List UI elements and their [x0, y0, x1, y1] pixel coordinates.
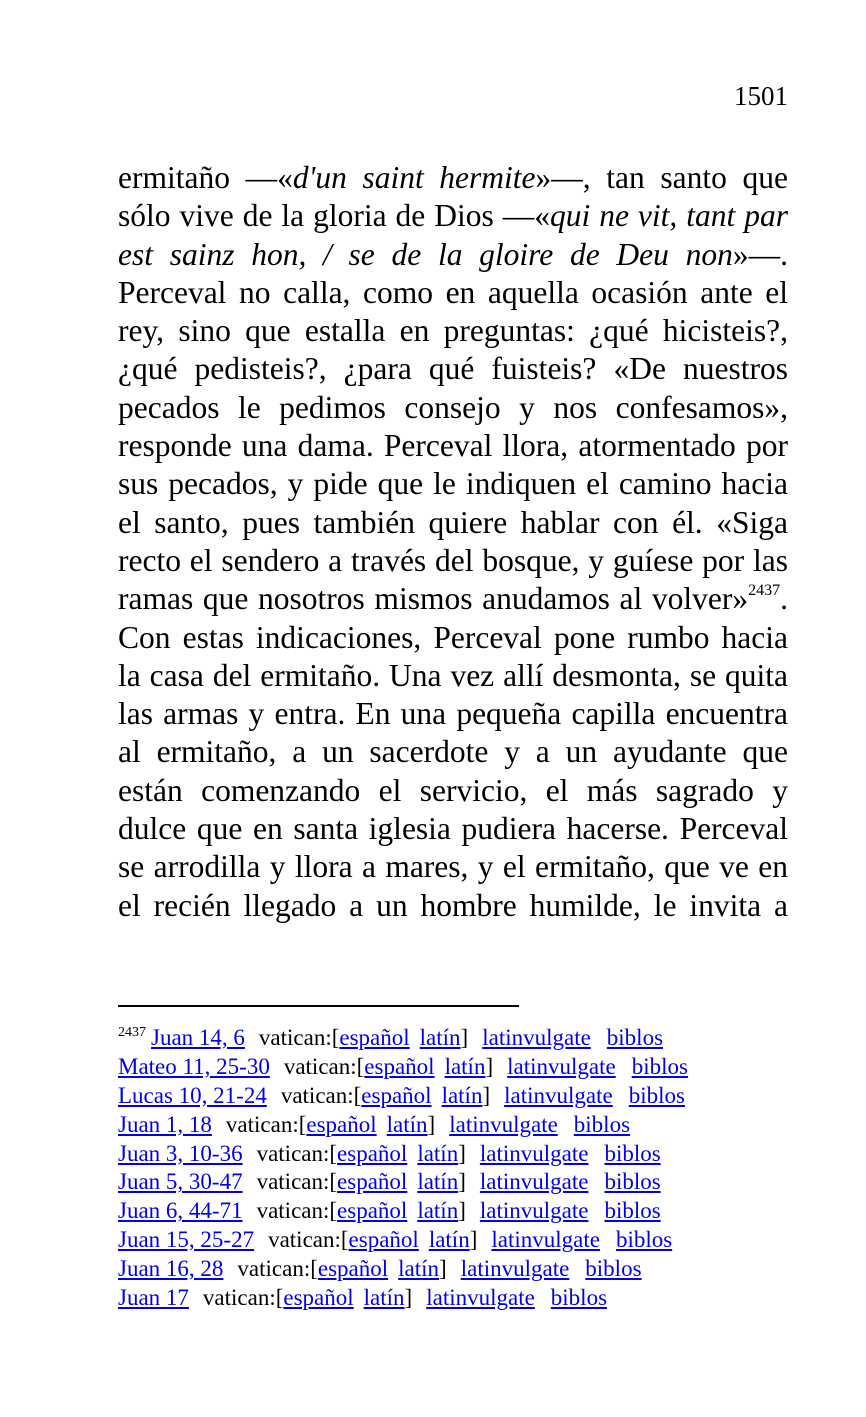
biblos-link[interactable]: biblos [628, 1082, 685, 1108]
latin-link[interactable]: latín [417, 1169, 459, 1195]
latin-link[interactable]: latín [419, 1025, 461, 1050]
vatican-label: vatican:[ [256, 1140, 338, 1166]
scripture-reference-link[interactable]: Juan 15, 25-27 [118, 1227, 255, 1253]
espanol-link[interactable]: español [364, 1053, 435, 1079]
espanol-link[interactable]: español [348, 1227, 419, 1253]
body-paragraph [118, 159, 788, 925]
footnote-line [118, 1197, 808, 1226]
vatican-label: vatican:[ [225, 1111, 307, 1137]
vatican-label: vatican:[ [268, 1227, 349, 1253]
biblos-link[interactable]: biblos [550, 1285, 608, 1311]
latin-link[interactable]: latín [363, 1285, 405, 1311]
biblos-link[interactable]: biblos [604, 1140, 661, 1166]
vatican-close-bracket: ] [458, 1169, 466, 1195]
latin-link[interactable]: latín [386, 1111, 428, 1137]
paragraph-text: ermitaño —« [118, 160, 293, 195]
scripture-reference-link[interactable]: Juan 5, 30-47 [118, 1169, 243, 1195]
footnote-line [118, 1111, 808, 1140]
latinvulgate-link[interactable]: latinvulgate [491, 1227, 600, 1253]
vatican-close-bracket: ] [458, 1140, 466, 1166]
vatican-label: vatican:[ [202, 1285, 284, 1311]
espanol-link[interactable]: español [337, 1198, 408, 1224]
biblos-link[interactable]: biblos [604, 1198, 661, 1224]
latinvulgate-link[interactable]: latinvulgate [482, 1025, 591, 1050]
espanol-link[interactable]: español [337, 1169, 408, 1195]
footnote-line [118, 1082, 808, 1111]
vatican-close-bracket: ] [469, 1227, 478, 1253]
scripture-reference-link[interactable]: Juan 17 [118, 1285, 189, 1311]
quote-italic: qui ne vit, tant par est sainz hon, / se de la gloire de Deu non [118, 198, 789, 272]
page-number: 1501 [734, 81, 788, 111]
biblos-link[interactable]: biblos [631, 1053, 688, 1079]
espanol-link[interactable]: español [339, 1025, 410, 1050]
vatican-label: vatican:[ [256, 1169, 338, 1195]
espanol-link[interactable]: español [306, 1111, 377, 1137]
scripture-reference-link[interactable]: Juan 1, 18 [118, 1111, 212, 1137]
espanol-link[interactable]: español [283, 1285, 354, 1311]
vatican-label: vatican:[ [280, 1082, 362, 1108]
footnote-line [118, 1053, 808, 1082]
footnotes [118, 1024, 808, 1313]
footnote-line [118, 1255, 808, 1284]
vatican-close-bracket: ] [482, 1082, 491, 1108]
footnote-marker: 2437 [748, 582, 781, 600]
vatican-label: vatican:[ [237, 1256, 318, 1282]
latinvulgate-link[interactable]: latinvulgate [479, 1169, 589, 1195]
footnote-line [118, 1168, 808, 1197]
footnote-number: 2437 [118, 1025, 146, 1040]
scripture-reference-link[interactable]: Lucas 10, 21-24 [118, 1082, 267, 1108]
vatican-label: vatican:[ [258, 1025, 340, 1050]
paragraph-text: »—. Perceval no calla, como en aquella ocasión ante el rey, sino que estalla en preguntas: ¿qué hicisteis?, ¿qué pedisteis?, ¿para qué fuisteis? «De nuestros pecados le pedimos consejo y nos confesamos», responde una dama. Perceval llora, atormentado por sus pecados, y pide que le indiquen el camino hacia el santo, pues también quiere hablar con él. «Siga recto el sendero a través del bosque, y guíese por las ramas que nosotros mismos anudamos al volver» [118, 236, 788, 617]
biblos-link[interactable]: biblos [585, 1256, 642, 1282]
paragraph-text: . Con estas indicaciones, Perceval pone rumbo hacia la casa del ermitaño. Una vez allí desmonta, se quita las armas y entra. En una pequeña capilla encuentra al ermitaño, a un sacerdote y a un ayudante que están comenzando el servicio, el más sagrado y dulce que en santa iglesia pudiera hacerse. Perceval se arrodilla y llora a mares, y el ermitaño, que ve en el recién llegado a un hombre humilde, le invita a [118, 581, 788, 923]
latin-link[interactable]: latín [428, 1227, 470, 1253]
latin-link[interactable]: latín [417, 1140, 459, 1166]
latinvulgate-link[interactable]: latinvulgate [479, 1198, 589, 1224]
vatican-close-bracket: ] [427, 1111, 436, 1137]
scripture-reference-link[interactable]: Juan 16, 28 [118, 1256, 224, 1282]
latinvulgate-link[interactable]: latinvulgate [507, 1053, 616, 1079]
latinvulgate-link[interactable]: latinvulgate [426, 1285, 535, 1311]
latin-link[interactable]: latín [444, 1053, 486, 1079]
espanol-link[interactable]: español [317, 1256, 389, 1282]
vatican-close-bracket: ] [460, 1025, 469, 1050]
latinvulgate-link[interactable]: latinvulgate [460, 1256, 570, 1282]
espanol-link[interactable]: español [361, 1082, 432, 1108]
footnote-line [118, 1284, 808, 1313]
vatican-close-bracket: ] [439, 1256, 447, 1282]
vatican-close-bracket: ] [458, 1198, 466, 1224]
scripture-reference-link[interactable]: Juan 6, 44-71 [118, 1198, 243, 1224]
paragraph-text: »—, tan santo que sólo vive de la gloria de Dios —« [118, 160, 788, 234]
footnote-line [118, 1226, 808, 1255]
biblos-link[interactable]: biblos [606, 1025, 664, 1050]
latinvulgate-link[interactable]: latinvulgate [449, 1111, 558, 1137]
vatican-label: vatican:[ [256, 1198, 338, 1224]
footnote-line [118, 1140, 808, 1169]
latinvulgate-link[interactable]: latinvulgate [504, 1082, 613, 1108]
scripture-reference-link[interactable]: Mateo 11, 25-30 [118, 1053, 270, 1079]
vatican-close-bracket: ] [404, 1285, 413, 1311]
footnote-line [118, 1024, 808, 1053]
vatican-close-bracket: ] [485, 1053, 494, 1079]
footnote-separator [118, 1005, 519, 1007]
espanol-link[interactable]: español [337, 1140, 408, 1166]
latin-link[interactable]: latín [417, 1198, 459, 1224]
vatican-label: vatican:[ [283, 1053, 365, 1079]
biblos-link[interactable]: biblos [573, 1111, 631, 1137]
scripture-reference-link[interactable]: Juan 14, 6 [151, 1025, 245, 1050]
biblos-link[interactable]: biblos [604, 1169, 661, 1195]
latin-link[interactable]: latín [398, 1256, 440, 1282]
scripture-reference-link[interactable]: Juan 3, 10-36 [118, 1140, 243, 1166]
latinvulgate-link[interactable]: latinvulgate [479, 1140, 589, 1166]
latin-link[interactable]: latín [441, 1082, 483, 1108]
quote-italic: d'un saint hermite [292, 160, 536, 195]
biblos-link[interactable]: biblos [615, 1227, 673, 1253]
